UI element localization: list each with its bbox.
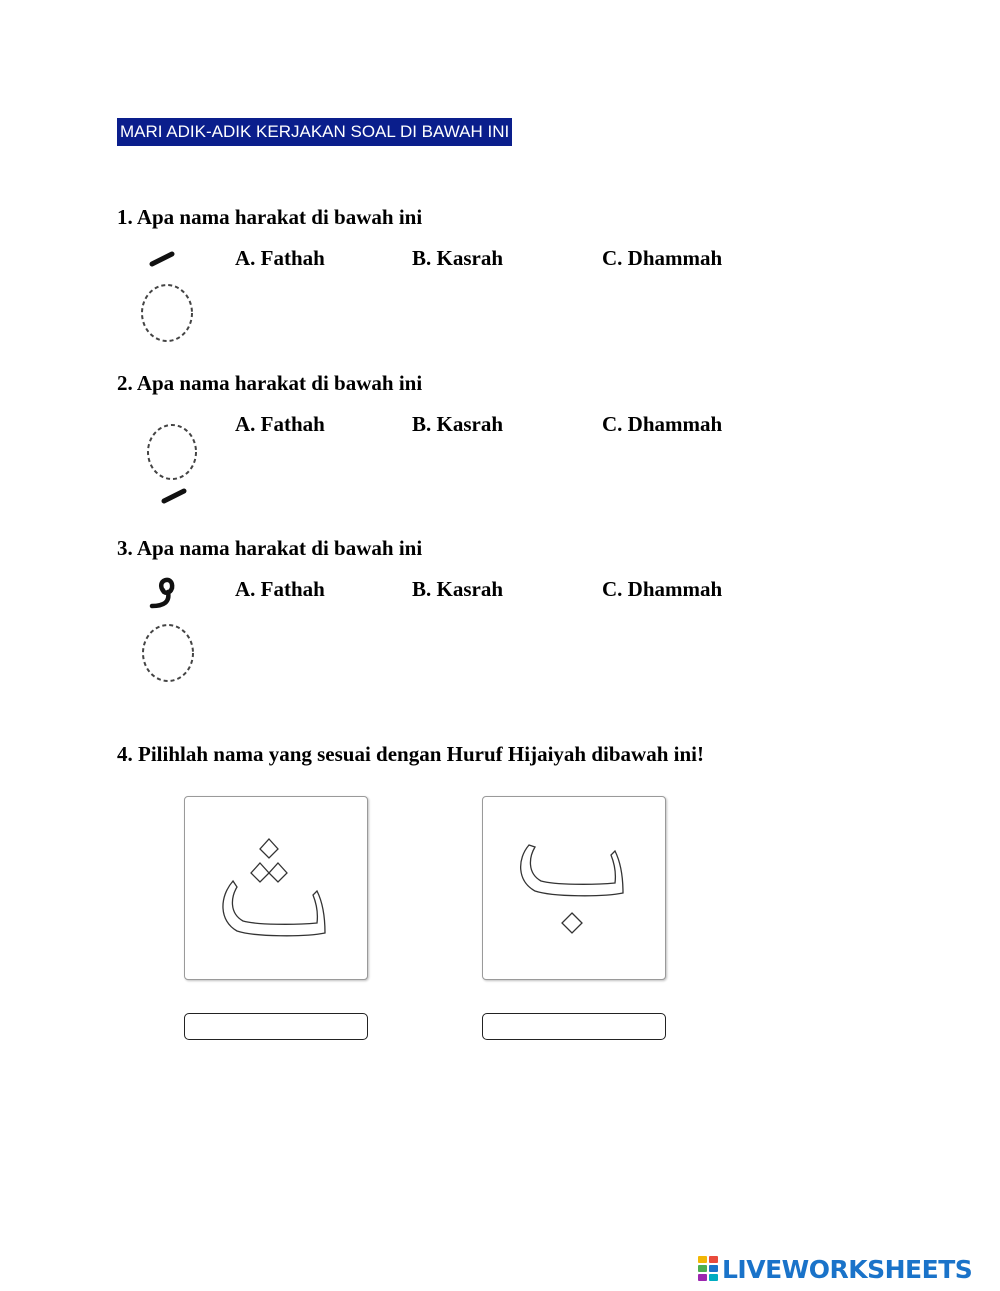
instruction-banner: MARI ADIK-ADIK KERJAKAN SOAL DI BAWAH INI	[117, 118, 512, 146]
brand-name: LIVEWORKSHEETS	[722, 1254, 973, 1284]
question-1-title: 1. Apa nama harakat di bawah ini	[117, 205, 423, 229]
dhammah-icon	[130, 570, 210, 695]
question-3-title: 3. Apa nama harakat di bawah ini	[117, 536, 423, 560]
q1-option-b[interactable]: B. Kasrah	[412, 246, 504, 270]
q2-option-c[interactable]: C. Dhammah	[602, 412, 723, 436]
answer-input-1[interactable]	[184, 1013, 368, 1040]
tsa-letter-icon	[185, 797, 367, 979]
q3-option-c[interactable]: C. Dhammah	[602, 577, 723, 601]
liveworksheets-logo	[698, 1252, 972, 1286]
question-2-title: 2. Apa nama harakat di bawah ini	[117, 371, 423, 395]
ba-letter-icon	[483, 797, 665, 979]
letter-card-1	[184, 796, 368, 980]
question-4-title: 4. Pilihlah nama yang sesuai dengan Huruf Hijaiyah dibawah ini!	[117, 742, 704, 766]
q3-option-b[interactable]: B. Kasrah	[412, 577, 504, 601]
q2-option-b[interactable]: B. Kasrah	[412, 412, 504, 436]
kasrah-icon	[130, 415, 210, 515]
q1-option-a[interactable]: A. Fathah	[235, 246, 325, 270]
brand-blocks-icon	[698, 1256, 720, 1282]
letter-card-2	[482, 796, 666, 980]
q3-option-a[interactable]: A. Fathah	[235, 577, 325, 601]
q2-option-a[interactable]: A. Fathah	[235, 412, 325, 436]
fathah-icon	[130, 240, 210, 350]
answer-input-2[interactable]	[482, 1013, 666, 1040]
q1-option-c[interactable]: C. Dhammah	[602, 246, 723, 270]
